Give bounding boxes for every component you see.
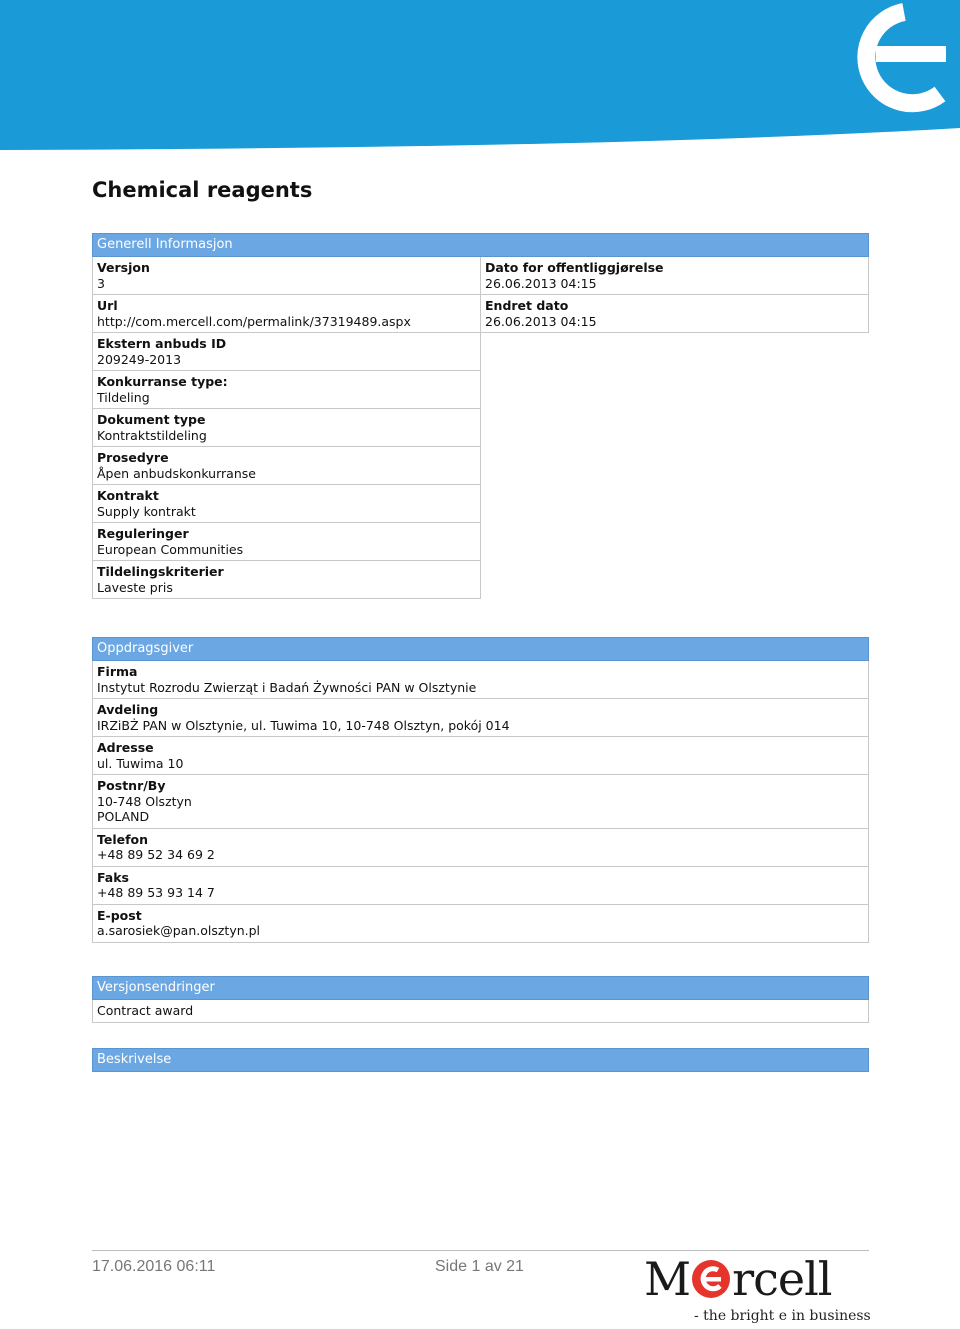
field-competition-type: Konkurranse type: Tildeling (92, 371, 481, 409)
field-procedure: Prosedyre Åpen anbudskonkurranse (92, 447, 481, 485)
field-publication-date: Dato for offentliggjørelse 26.06.2013 04:15 (481, 257, 869, 295)
footer-divider (92, 1250, 869, 1251)
field-version: Versjon 3 (92, 257, 481, 295)
field-department: Avdeling IRZiBŻ PAN w Olsztynie, ul. Tuwima 10, 10-748 Olsztyn, pokój 014 (92, 699, 869, 737)
footer-page-number: Side 1 av 21 (435, 1258, 524, 1275)
email-link[interactable]: a.sarosiek@pan.olsztyn.pl (97, 923, 261, 938)
description-heading: Beskrivelse (92, 1048, 869, 1072)
logo-text-end: rcell (732, 1252, 832, 1306)
field-document-type: Dokument type Kontraktstildeling (92, 409, 481, 447)
mercell-logo (644, 1254, 868, 1304)
field-company: Firma Instytut Rozrodu Zwierząt i Badań Żywności PAN w Olsztynie (92, 661, 869, 699)
field-contract: Kontrakt Supply kontrakt (92, 485, 481, 523)
buyer-section (92, 637, 869, 943)
mercell-e-logo-icon (691, 1259, 731, 1299)
field-phone: Telefon +48 89 52 34 69 2 (92, 829, 869, 867)
permalink-link[interactable]: http://com.mercell.com/permalink/37319489.aspx (97, 313, 411, 329)
field-fax: Faks +48 89 53 93 14 7 (92, 867, 869, 905)
field-email: E-post a.sarosiek@pan.olsztyn.pl (92, 905, 869, 943)
version-changes-heading: Versjonsendringer (92, 976, 869, 1000)
logo-tagline: - the bright e in business (694, 1308, 871, 1324)
buyer-heading: Oppdragsgiver (92, 637, 869, 661)
general-info-section (92, 233, 869, 599)
description-section (92, 1048, 869, 1072)
field-url: Url http://com.mercell.com/permalink/37319489.aspx (92, 295, 481, 333)
general-info-left-column (92, 257, 481, 599)
footer-date: 17.06.2016 06:11 (92, 1258, 216, 1275)
field-modified-date: Endret dato 26.06.2013 04:15 (481, 295, 869, 333)
field-postal-city: Postnr/By 10-748 Olsztyn POLAND (92, 775, 869, 829)
logo-text-start: M (644, 1252, 691, 1306)
banner-background (0, 0, 960, 150)
header-banner (0, 0, 960, 165)
general-info-heading: Generell Informasjon (92, 233, 869, 257)
general-info-right-column (481, 257, 869, 599)
field-external-id: Ekstern anbuds ID 209249-2013 (92, 333, 481, 371)
field-regulations: Reguleringer European Communities (92, 523, 481, 561)
version-change-item: Contract award (92, 1000, 869, 1023)
page-title: Chemical reagents (92, 178, 313, 202)
field-address: Adresse ul. Tuwima 10 (92, 737, 869, 775)
version-changes-section (92, 976, 869, 1023)
field-award-criteria: Tildelingskriterier Laveste pris (92, 561, 481, 599)
